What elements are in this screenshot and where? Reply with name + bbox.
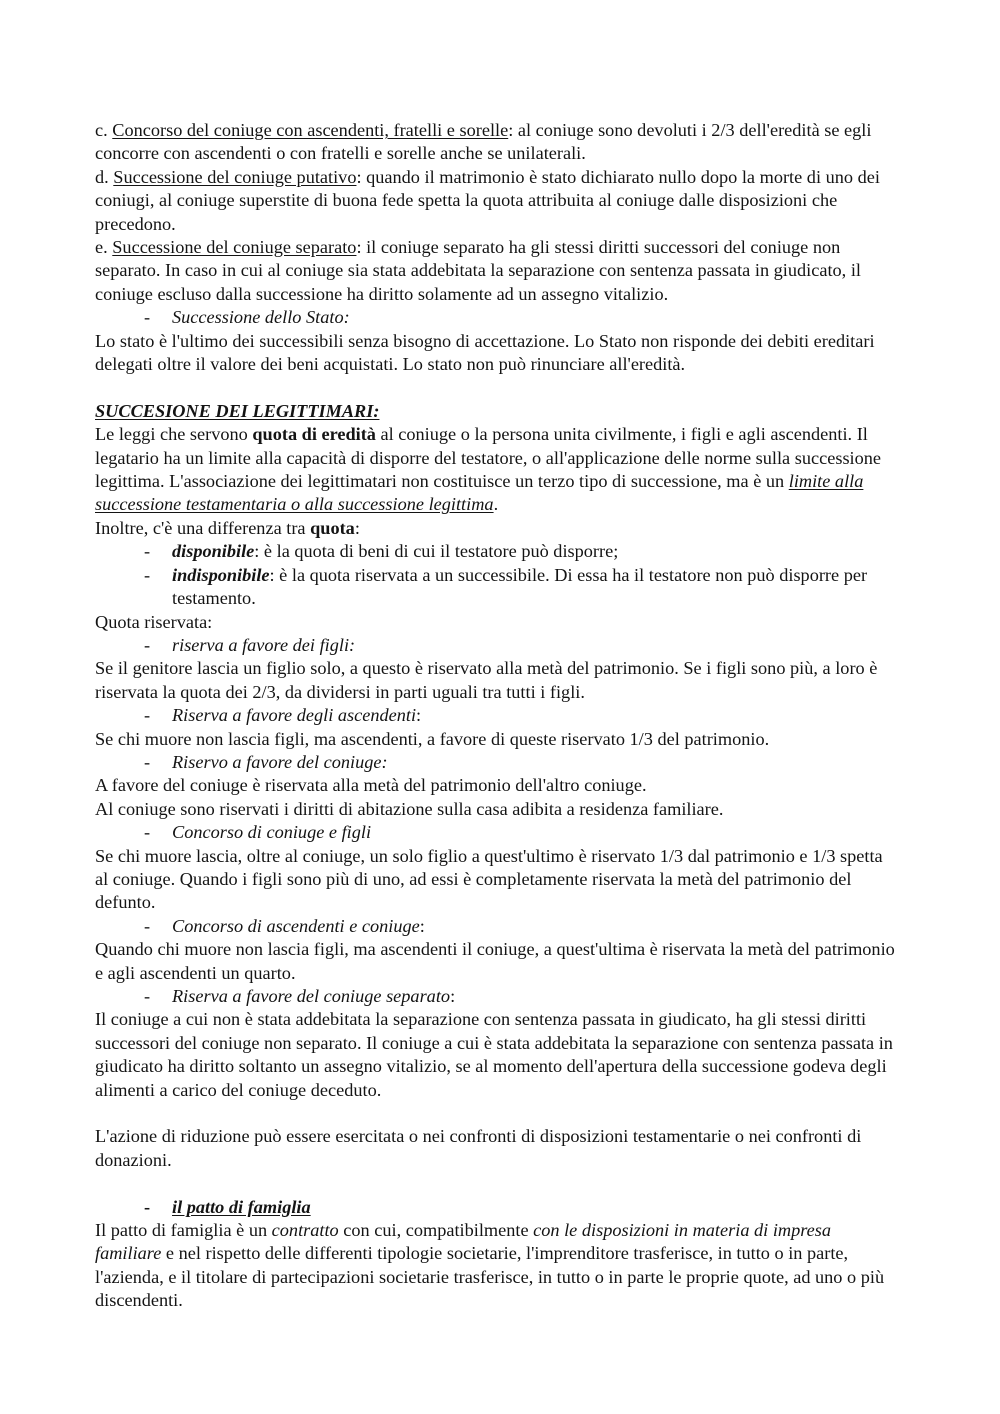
- paragraph-d: [95, 166, 900, 236]
- italic-impresa-familiare: con le disposizioni in materia di impresa familiare: [95, 1220, 832, 1264]
- item-c-title: Concorso del coniuge con ascendenti, fratelli e sorelle: [112, 120, 509, 140]
- bullet-body: [172, 564, 900, 611]
- bullet-dash: -: [144, 915, 151, 936]
- paragraph-e: [95, 236, 900, 306]
- text-span: al coniuge o la persona unita civilmente, i figli e agli ascendenti. Il legatario ha un limite alla capacità di disporre del testatore, o all'applicazione delle norme sulla successione legittima. L'associazione dei legittimatari non costituisce un terzo tipo di successione, ma è un: [95, 424, 882, 492]
- text-span: .: [493, 494, 499, 515]
- bullet-body: [172, 704, 900, 727]
- text-span: Inoltre, c'è una differenza tra: [95, 517, 311, 538]
- paragraph-concorso-ascendenti-coniuge: Quando chi muore non lascia figli, ma ascendenti il coniuge, a quest'ultima è riservata la metà del patrimonio e agli ascendenti un quarto.: [95, 939, 895, 983]
- blank-line: [95, 1172, 900, 1195]
- bullet-title: Riserva a favore degli ascendenti: [172, 705, 417, 726]
- bullet-dash: -: [144, 986, 151, 1007]
- bullet-title: Successione dello Stato:: [172, 307, 350, 328]
- bullet-suffix: :: [416, 705, 422, 726]
- bullet-body: [172, 821, 900, 844]
- blank-line: [95, 1102, 900, 1125]
- bullet-dash: -: [144, 705, 151, 726]
- text-span: :: [354, 517, 360, 538]
- bullet-body: [172, 751, 900, 774]
- bullet-dash: -: [144, 1196, 151, 1217]
- bullet-body: [172, 540, 900, 563]
- item-e-text: : il coniuge separato ha gli stessi diritti successori del coniuge non separato. In caso in cui al coniuge sia stata addebitata la separazione con sentenza passata in giudicato, il coniuge escluso dalla successione ha diritto solamente ad un assegno vitalizio.: [95, 237, 861, 304]
- item-e-title: Successione del coniuge separato: [112, 237, 357, 258]
- bullet-body: [172, 915, 900, 938]
- bullet-dash: -: [144, 541, 151, 562]
- paragraph-patto-famiglia: [95, 1219, 900, 1313]
- bold-term-quota-eredita: quota di eredità: [252, 424, 376, 445]
- bullet-patto-famiglia: [144, 1196, 900, 1219]
- bullet-riserva-coniuge: [144, 751, 900, 774]
- paragraph-riserva-coniuge: A favore del coniuge è riservata alla metà del patrimonio dell'altro coniuge.: [95, 775, 647, 796]
- bullet-title: il patto di famiglia: [172, 1196, 311, 1217]
- paragraph-azione-riduzione: L'azione di riduzione può essere esercitata o nei confronti di disposizioni testamentarie o nei confronti di donazioni.: [95, 1126, 862, 1170]
- blank-line: [95, 376, 900, 399]
- bullet-suffix: :: [450, 986, 456, 1007]
- bullet-title: Concorso di ascendenti e coniuge: [172, 915, 420, 936]
- bullet-title: riserva a favore dei figli:: [172, 634, 356, 655]
- bullet-indisponibile: [144, 564, 900, 611]
- italic-underline-limite: limite alla successione testamentaria o alla successione legittima: [95, 471, 864, 515]
- bullet-body: [172, 985, 900, 1008]
- text-span: e nel rispetto delle differenti tipologie societarie, l'imprenditore trasferisce, in tutto o in parte, l'azienda, e il titolare di partecipazioni societarie trasferisce, in tutto o in parte le proprie quote, ad uno o più discendenti.: [95, 1243, 885, 1311]
- item-d-title: Successione del coniuge putativo: [113, 166, 357, 187]
- label-quota-riservata: Quota riservata:: [95, 611, 213, 632]
- bullet-concorso-coniuge-figli: [144, 821, 900, 844]
- bullet-dash: -: [144, 822, 151, 843]
- bullet-title: Riserva a favore del coniuge separato: [172, 986, 451, 1007]
- bullet-suffix: :: [419, 915, 425, 936]
- item-c-label: c.: [95, 120, 113, 140]
- text-span: : è la quota di beni di cui il testatore può disporre;: [254, 541, 619, 562]
- text-span: Le leggi che servono: [95, 424, 253, 445]
- paragraph-riserva-coniuge-abitazione: Al coniuge sono riservati i diritti di abitazione sulla casa adibita a residenza familiare.: [95, 798, 724, 819]
- section-heading-legittimari: SUCCESIONE DEI LEGITTIMARI:: [95, 400, 380, 421]
- paragraph-differenza-quota: [95, 517, 900, 540]
- bullet-title: Riservo a favore del coniuge:: [172, 751, 388, 772]
- bullet-dash: -: [144, 634, 151, 655]
- item-d-text: : quando il matrimonio è stato dichiarato nullo dopo la morte di uno dei coniugi, al coniuge superstite di buona fede spetta la quota attribuita al coniuge dalle disposizioni che precedono.: [95, 166, 880, 234]
- italic-contratto: contratto: [271, 1220, 339, 1241]
- bullet-dash: -: [144, 751, 151, 772]
- text-span: Il patto di famiglia è un: [95, 1220, 272, 1241]
- bullet-title: Concorso di coniuge e figli: [172, 822, 372, 843]
- item-d-label: d.: [95, 166, 114, 187]
- bullet-successione-stato: [144, 306, 900, 329]
- item-e-label: e.: [95, 237, 113, 258]
- item-c-text: : al coniuge sono devoluti i 2/3 dell'eredità se egli concorre con ascendenti o con fratelli e sorelle anche se unilaterali.: [95, 120, 872, 164]
- bold-term-quota: quota: [310, 517, 355, 538]
- paragraph-riserva-coniuge-separato: Il coniuge a cui non è stata addebitata la separazione con sentenza passata in giudicato, ha gli stessi diritti successori del coniuge non separato. Il coniuge a cui è stata addebitata la separazione con sentenza passata in giudicato ha diritto soltanto un assegno vitalizio, se al momento dell'apertura della successione godeva degli alimenti a carico del coniuge deceduto.: [95, 1009, 893, 1100]
- term-disponibile: disponibile: [172, 541, 255, 562]
- paragraph-riserva-figli: Se il genitore lascia un figlio solo, a questo è riservato alla metà del patrimonio. Se i figli sono più, a loro è riservata la quota dei 2/3, da dividersi in parti uguali tra tutti i figli.: [95, 658, 878, 702]
- paragraph-c: [95, 119, 900, 166]
- bullet-dash: -: [144, 564, 151, 585]
- term-indisponibile: indisponibile: [172, 564, 270, 585]
- text-span: con cui, compatibilmente: [338, 1220, 534, 1241]
- bullet-riserva-figli: [144, 634, 900, 657]
- bullet-riserva-ascendenti: [144, 704, 900, 727]
- paragraph-stato: Lo stato è l'ultimo dei successibili senza bisogno di accettazione. Lo Stato non risponde dei debiti ereditari delegati oltre il valore dei beni acquistati. Lo stato non può rinunciare all'eredità.: [95, 330, 875, 375]
- text-span: : è la quota riservata a un successibile. Di essa ha il testatore non può disporre per testamento.: [172, 564, 868, 609]
- paragraph-riserva-ascendenti: Se chi muore non lascia figli, ma ascendenti, a favore di queste riservato 1/3 del patrimonio.: [95, 728, 770, 749]
- bullet-riserva-coniuge-separato: [144, 985, 900, 1008]
- bullet-concorso-ascendenti-coniuge: [144, 915, 900, 938]
- paragraph-legittimari-intro: [95, 423, 900, 517]
- paragraph-concorso-coniuge-figli: Se chi muore lascia, oltre al coniuge, un solo figlio a quest'ultimo è riservato 1/3 dal patrimonio e 1/3 spetta al coniuge. Quando i figli sono più di uno, ad essi è completamente riservata la metà del patrimonio del defunto.: [95, 845, 883, 913]
- bullet-disponibile: [144, 540, 900, 563]
- bullet-body: [172, 634, 900, 657]
- bullet-dash: -: [144, 307, 151, 328]
